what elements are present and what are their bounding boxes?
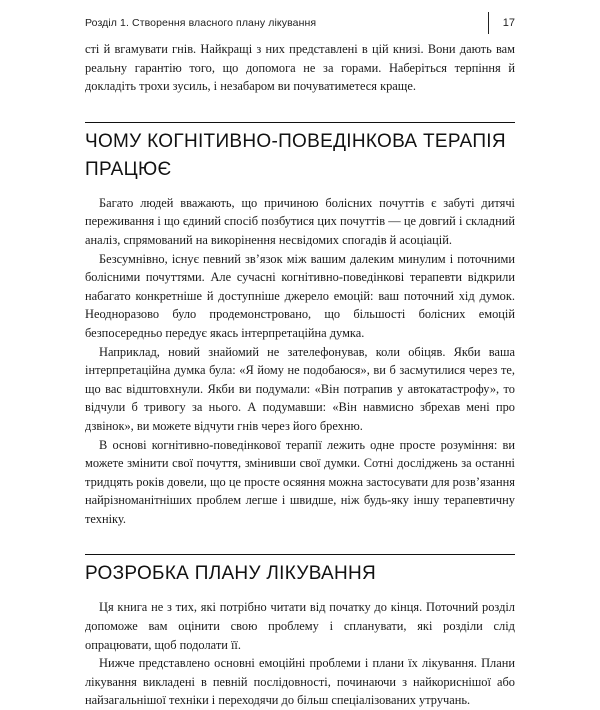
chapter-title: Розділ 1. Створення власного плану лікування bbox=[85, 17, 317, 29]
section-heading: РОЗРОБКА ПЛАНУ ЛІКУВАННЯ bbox=[85, 554, 515, 588]
body-paragraph: Нижче представлено основні емоційні проблеми і плани їх лікування. Плани лікування викладені в певній послідовності, починаючи з найкориснішої або найзагальнішої техніки і переходячи до більш спеціалізованих утручань. bbox=[85, 656, 515, 708]
body-paragraph: Безсумнівно, існує певний зв’язок між вашим далеким минулим і поточними болісними почуттями. Але сучасні когнітивно-поведінкові терапевти відкрили набагато конкретніше й доступніше джерело емоцій: ваш поточний хід думок. Неодноразово було продемонстровано, що більшості болісних емоцій безпосередньо передує якась інтерпретаційна думка. bbox=[85, 251, 515, 340]
body-paragraph: Ця книга не з тих, які потрібно читати від початку до кінця. Поточний розділ допоможе вам оцінити свою проблему і спланувати, які розділи слід опрацювати, щоб подолати її. bbox=[85, 600, 515, 652]
intro-paragraph: сті й вгамувати гнів. Найкращі з них представлені в цій книзі. Вони дають вам реальну гарантію того, що допомога не за горами. Наберіться терпіння й докладіть трохи зусиль, і незабаром ви почуватиметеся краще. bbox=[85, 42, 515, 94]
page-body bbox=[85, 40, 515, 710]
page-number-block bbox=[488, 10, 515, 36]
running-header bbox=[85, 10, 515, 36]
header-divider bbox=[488, 12, 489, 34]
body-paragraph: В основі когнітивно-поведінкової терапії лежить одне просте розуміння: ви можете змінити свої почуття, змінивши свої думки. Сотні досліджень за останні тридцять років довели, що це просте осяяння можна застосувати для розв’язання найрізноманітніших проблем легше і швидше, ніж будь-яку іншу терапевтичну техніку. bbox=[85, 437, 515, 526]
page-number: 17 bbox=[502, 17, 515, 29]
body-paragraph: Багато людей вважають, що причиною болісних почуттів є забуті дитячі переживання і що єдиний спосіб позбутися цих почуттів — це довгий і складний аналіз, спрямований на викорінення несвідомих спогадів й асоціацій. bbox=[85, 195, 515, 247]
body-paragraph: Наприклад, новий знайомий не зателефонував, коли обіцяв. Якби ваша інтерпретаційна думка була: «Я йому не подобаюся», ви б засмутилися через те, що вас відштовхнули. Якби ви подумали: «Він потрапив у автокатастрофу», то відчули б тривогу за нього. А подумавши: «Він навмисно збрехав мені про дзвінок», ви можете відчути гнів через його брехню. bbox=[85, 344, 515, 433]
section-heading: ЧОМУ КОГНІТИВНО-ПОВЕДІНКОВА ТЕРАПІЯ ПРАЦЮЄ bbox=[85, 122, 515, 184]
